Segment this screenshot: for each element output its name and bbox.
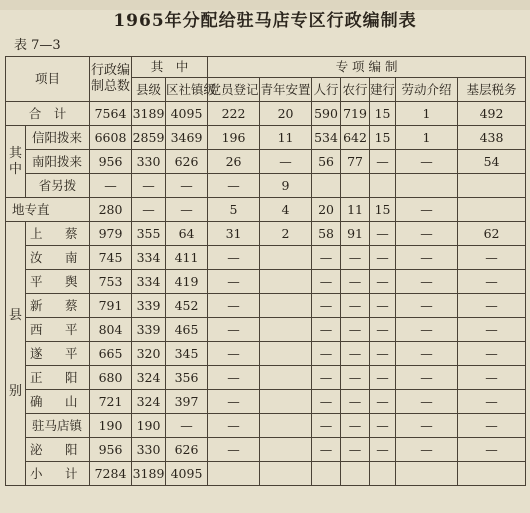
side-label-county	[6, 222, 26, 486]
row-value: 626	[166, 438, 208, 462]
row-value: 324	[132, 390, 166, 414]
row-value: —	[312, 438, 341, 462]
table-title: 1965年分配给驻马店专区行政编制表	[113, 11, 417, 31]
row-value	[341, 174, 370, 198]
row-value: 11	[341, 198, 370, 222]
row-value: 7564	[90, 102, 132, 126]
row-value: —	[260, 150, 312, 174]
row-value: —	[458, 270, 526, 294]
row-value: —	[370, 414, 396, 438]
row-value: —	[370, 342, 396, 366]
table-row	[6, 246, 526, 270]
row-label: 泌 阳	[26, 438, 90, 462]
row-label: 南阳拨来	[26, 150, 90, 174]
row-value	[458, 462, 526, 486]
row-value: 324	[132, 366, 166, 390]
row-value: 54	[458, 150, 526, 174]
table-number: 表 7—3	[14, 38, 61, 53]
row-value: 719	[341, 102, 370, 126]
row-value: —	[132, 198, 166, 222]
row-value: 15	[370, 126, 396, 150]
header-item: 项目	[6, 57, 90, 102]
row-value: 3189	[132, 462, 166, 486]
side-label-char: 中	[8, 161, 22, 177]
header-col-county: 县级	[132, 78, 166, 102]
row-value: 339	[132, 294, 166, 318]
row-value: 5	[208, 198, 260, 222]
row-value: 15	[370, 198, 396, 222]
row-value: 3469	[166, 126, 208, 150]
row-value: —	[370, 222, 396, 246]
row-value: —	[370, 270, 396, 294]
row-value: 339	[132, 318, 166, 342]
row-value: —	[312, 414, 341, 438]
row-value: —	[312, 366, 341, 390]
table-body	[6, 57, 526, 486]
row-value: 534	[312, 126, 341, 150]
row-value: —	[312, 318, 341, 342]
row-value: —	[341, 246, 370, 270]
row-value: —	[208, 390, 260, 414]
row-value	[260, 462, 312, 486]
side-label-char: 别	[8, 383, 22, 399]
row-value: 334	[132, 246, 166, 270]
row-value	[396, 174, 458, 198]
row-value: —	[370, 246, 396, 270]
table-row	[6, 390, 526, 414]
row-value	[341, 462, 370, 486]
row-value: —	[166, 174, 208, 198]
row-value: —	[208, 246, 260, 270]
row-label: 地专直	[6, 198, 90, 222]
row-value: 62	[458, 222, 526, 246]
row-value: 3189	[132, 102, 166, 126]
row-value: 452	[166, 294, 208, 318]
row-value: 4095	[166, 462, 208, 486]
row-value: 56	[312, 150, 341, 174]
row-value: —	[370, 366, 396, 390]
row-value: —	[341, 438, 370, 462]
row-value: 77	[341, 150, 370, 174]
row-value: —	[396, 342, 458, 366]
row-value: —	[458, 390, 526, 414]
row-value: 58	[312, 222, 341, 246]
row-value	[312, 462, 341, 486]
row-value: 804	[90, 318, 132, 342]
header-col-pbc: 人行	[312, 78, 341, 102]
row-value	[458, 174, 526, 198]
side-label-among	[6, 126, 26, 198]
row-value: 411	[166, 246, 208, 270]
row-value: 438	[458, 126, 526, 150]
row-value: —	[370, 438, 396, 462]
row-value	[312, 174, 341, 198]
row-value: —	[396, 150, 458, 174]
row-label: 小 计	[26, 462, 90, 486]
row-label: 合 计	[6, 102, 90, 126]
header-col-party: 党员登记	[208, 78, 260, 102]
row-value	[396, 462, 458, 486]
row-value: 345	[166, 342, 208, 366]
table-row	[6, 270, 526, 294]
row-value: 419	[166, 270, 208, 294]
table-row	[6, 150, 526, 174]
row-value: 2	[260, 222, 312, 246]
header-col-youth: 青年安置	[260, 78, 312, 102]
row-value: 330	[132, 438, 166, 462]
row-value: —	[341, 270, 370, 294]
row-value	[458, 198, 526, 222]
row-value: 280	[90, 198, 132, 222]
row-value: 791	[90, 294, 132, 318]
row-value: 26	[208, 150, 260, 174]
row-value: —	[458, 246, 526, 270]
header-col-district: 区社镇级	[166, 78, 208, 102]
header-total: 行政编制总数	[90, 57, 132, 102]
row-value: —	[458, 438, 526, 462]
row-value: 465	[166, 318, 208, 342]
row-value: 9	[260, 174, 312, 198]
row-value: —	[312, 270, 341, 294]
row-value: —	[208, 342, 260, 366]
row-value: 11	[260, 126, 312, 150]
row-value: —	[341, 318, 370, 342]
row-value	[260, 390, 312, 414]
row-value: 356	[166, 366, 208, 390]
table-row	[6, 318, 526, 342]
row-value: —	[208, 294, 260, 318]
table-row	[6, 414, 526, 438]
row-value: 397	[166, 390, 208, 414]
row-value: —	[312, 390, 341, 414]
table-row	[6, 102, 526, 126]
row-value: —	[396, 294, 458, 318]
header-col-abc: 农行	[341, 78, 370, 102]
row-value	[260, 366, 312, 390]
row-value: 190	[90, 414, 132, 438]
row-value: —	[208, 414, 260, 438]
header-special: 专 项 编 制	[208, 57, 526, 78]
row-value: 1	[396, 126, 458, 150]
row-value: 7284	[90, 462, 132, 486]
row-value: 665	[90, 342, 132, 366]
row-value: 15	[370, 102, 396, 126]
row-value: 196	[208, 126, 260, 150]
table-row	[6, 126, 526, 150]
row-value: 320	[132, 342, 166, 366]
row-value: 31	[208, 222, 260, 246]
staffing-table	[5, 56, 526, 486]
row-value	[370, 174, 396, 198]
row-value	[260, 438, 312, 462]
row-value: 4095	[166, 102, 208, 126]
table-row	[6, 294, 526, 318]
row-value: 721	[90, 390, 132, 414]
row-value	[260, 342, 312, 366]
row-label: 平 舆	[26, 270, 90, 294]
row-value: —	[370, 318, 396, 342]
row-label: 西 平	[26, 318, 90, 342]
row-value: 2859	[132, 126, 166, 150]
row-value: —	[341, 390, 370, 414]
row-label: 遂 平	[26, 342, 90, 366]
row-value: —	[370, 150, 396, 174]
table-row	[6, 462, 526, 486]
row-label: 驻马店镇	[26, 414, 90, 438]
row-value: —	[396, 414, 458, 438]
table-row	[6, 174, 526, 198]
row-value	[370, 462, 396, 486]
row-value: 330	[132, 150, 166, 174]
table-row	[6, 366, 526, 390]
row-value: —	[132, 174, 166, 198]
row-value: —	[396, 222, 458, 246]
header-col-ccb: 建行	[370, 78, 396, 102]
header-row-1	[6, 57, 526, 78]
row-value: 492	[458, 102, 526, 126]
row-value: —	[341, 294, 370, 318]
row-label: 信阳拨来	[26, 126, 90, 150]
table-row	[6, 438, 526, 462]
row-value: —	[208, 366, 260, 390]
row-value: —	[370, 390, 396, 414]
row-value: —	[208, 270, 260, 294]
row-value: 979	[90, 222, 132, 246]
row-value: 626	[166, 150, 208, 174]
row-value: —	[396, 438, 458, 462]
header-col-labor: 劳动介绍	[396, 78, 458, 102]
row-value: —	[166, 198, 208, 222]
row-value: —	[341, 342, 370, 366]
row-value: 590	[312, 102, 341, 126]
row-value: —	[312, 342, 341, 366]
row-value: —	[458, 294, 526, 318]
row-value	[260, 318, 312, 342]
row-value: 1	[396, 102, 458, 126]
row-value: 6608	[90, 126, 132, 150]
row-value: 753	[90, 270, 132, 294]
row-value: 4	[260, 198, 312, 222]
row-value	[260, 270, 312, 294]
row-value: 20	[260, 102, 312, 126]
row-value: 20	[312, 198, 341, 222]
row-value: 642	[341, 126, 370, 150]
side-label-char: 县	[8, 307, 22, 323]
row-value: —	[90, 174, 132, 198]
row-value: —	[396, 246, 458, 270]
row-value: —	[396, 390, 458, 414]
row-label: 正 阳	[26, 366, 90, 390]
row-label: 新 蔡	[26, 294, 90, 318]
row-value: 745	[90, 246, 132, 270]
side-label-char: 其	[8, 145, 22, 161]
row-value	[260, 246, 312, 270]
row-value: —	[396, 270, 458, 294]
row-value	[260, 414, 312, 438]
header-among: 其 中	[132, 57, 208, 78]
row-value: —	[458, 414, 526, 438]
row-value: —	[458, 366, 526, 390]
row-value: 334	[132, 270, 166, 294]
row-value: —	[396, 318, 458, 342]
table-row	[6, 222, 526, 246]
row-value: 956	[90, 150, 132, 174]
header-col-tax: 基层税务	[458, 78, 526, 102]
row-value: —	[458, 318, 526, 342]
row-value: 680	[90, 366, 132, 390]
row-value	[260, 294, 312, 318]
row-value: —	[208, 318, 260, 342]
row-value: 956	[90, 438, 132, 462]
table-row	[6, 342, 526, 366]
row-label: 汝 南	[26, 246, 90, 270]
table-row	[6, 198, 526, 222]
row-label: 省另拨	[26, 174, 90, 198]
row-value: —	[208, 438, 260, 462]
row-value: —	[396, 198, 458, 222]
row-value: —	[166, 414, 208, 438]
row-label: 确 山	[26, 390, 90, 414]
row-label: 上 蔡	[26, 222, 90, 246]
row-value: —	[370, 294, 396, 318]
row-value: —	[396, 366, 458, 390]
row-value: —	[458, 342, 526, 366]
row-value: —	[312, 246, 341, 270]
row-value	[208, 462, 260, 486]
row-value: 222	[208, 102, 260, 126]
row-value: —	[341, 366, 370, 390]
row-value: 355	[132, 222, 166, 246]
row-value: 190	[132, 414, 166, 438]
row-value: 91	[341, 222, 370, 246]
row-value: 64	[166, 222, 208, 246]
row-value: —	[208, 174, 260, 198]
row-value: —	[341, 414, 370, 438]
row-value: —	[312, 294, 341, 318]
